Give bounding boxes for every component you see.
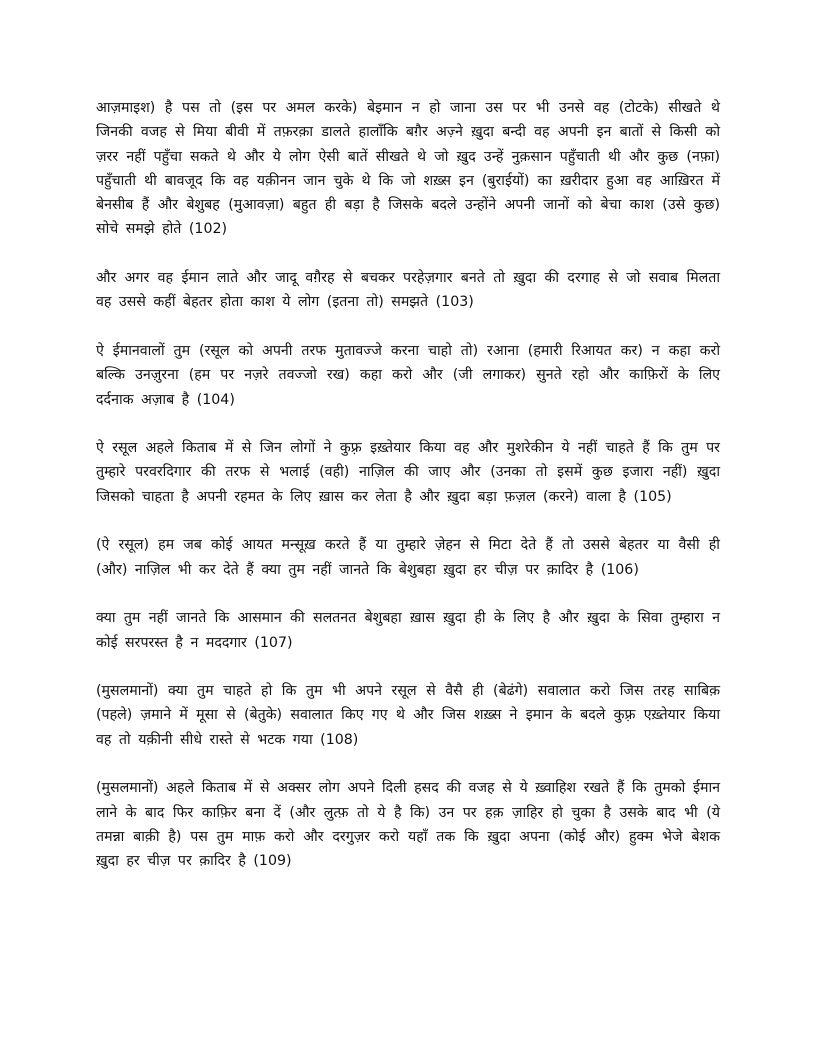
verse-paragraph-107: क्या तुम नहीं जानते कि आसमान की सलतनत बेशुबहा ख़ास ख़ुदा ही के लिए है और ख़ुदा के सिवा तुम्हारा न कोई सरपरस्त है न मददगार (107)	[96, 610, 720, 651]
verse-paragraph-106: (ऐ रसूल) हम जब कोई आयत मन्सूख़ करते हैं या तुम्हारे ज़ेहन से मिटा देते हैं तो उससे बेहतर या वैसी ही (और) नाज़िल भी कर देते हैं क्या तुम नहीं जानते कि बेशुबहा ख़ुदा हर चीज़ पर क़ादिर है (106)	[96, 537, 720, 578]
verse-paragraph-109: (मुसलमानों) अहले किताब में से अक्सर लोग अपने दिली हसद की वजह से ये ख़्वाहिश रखते हैं कि तुमको ईमान लाने के बाद फिर काफ़िर बना दें (और लुत्फ़ तो ये है कि) उन पर हक़ ज़ाहिर हो चुका है उसके बाद भी (ये तमन्ना बाक़ी है) पस तुम माफ़ करो और दरगुज़र करो यहाँ तक कि ख़ुदा अपना (कोई और) हुक्म भेजे बेशक ख़ुदा हर चीज़ पर क़ादिर है (109)	[96, 780, 720, 870]
verse-paragraph-104: ऐ ईमानवालों तुम (रसूल को अपनी तरफ मुतावज्जे करना चाहो तो) रआना (हमारी रिआयत कर) न कहा करो बल्कि उनज़ुरना (हम पर नज़रे तवज्जो रख) कहा करो और (जी लगाकर) सुनते रहो और काफ़िरों के लिए दर्दनाक अज़ाब है (104)	[96, 342, 720, 408]
verse-paragraph-105: ऐ रसूल अहले किताब में से जिन लोगों ने कुफ़्र इख़्तेयार किया वह और मुशरेकीन ये नहीं चाहते हैं कि तुम पर तुम्हारे परवरदिगार की तरफ से भलाई (वही) नाज़िल की जाए और (उनका तो इसमें कुछ इजारा नहीं) ख़ुदा जिसको चाहता है अपनी रहमत के लिए ख़ास कर लेता है और ख़ुदा बड़ा फ़ज़ल (करने) वाला है (105)	[96, 440, 720, 505]
verse-paragraph-108: (मुसलमानों) क्या तुम चाहते हो कि तुम भी अपने रसूल से वैसै ही (बेढंगे) सवालात करो जिस तरह साबिक़ (पहले) ज़माने में मूसा से (बेतुके) सवालात किए गए थे और जिस शख़्स ने इमान के बदले कुफ़्र एख़्तेयार किया वह तो यक़ीनी सीधे रास्ते से भटक गया (108)	[96, 683, 720, 748]
verse-paragraph-102: आज़माइश) है पस तो (इस पर अमल करके) बेइमान न हो जाना उस पर भी उनसे वह (टोटके) सीखते थे जिनकी वजह से मिया बीवी में तफ़रक़ा डालते हालाँकि बग़ैर अज़्ने ख़ुदा बन्दी वह अपनी इन बातों से किसी को ज़रर नहीं पहुँचा सकते थे और ये लोग ऐसी बातें सीखते थे जो ख़ुद उन्हें नुक़सान पहुँचाती थी और कुछ (नफ़ा) पहुँचाती थी बावजूद कि वह यक़ीनन जान चुके थे कि जो शख़्स इन (बुराईयों) का ख़रीदार हुआ वह आख़िरत में बेनसीब हैं और बेशुबह (मुआवज़ा) बहुत ही बड़ा है जिसके बदले उन्होंने अपनी जानों को बेचा काश (उसे कुछ) सोचे समझे होते (102)	[96, 100, 720, 238]
verse-paragraph-103: और अगर वह ईमान लाते और जादू वग़ैरह से बचकर परहेज़गार बनते तो ख़ुदा की दरगाह से जो सवाब मिलता वह उससे कहीं बेहतर होता काश ये लोग (इतना तो) समझते (103)	[96, 270, 720, 311]
document-page	[96, 96, 720, 898]
